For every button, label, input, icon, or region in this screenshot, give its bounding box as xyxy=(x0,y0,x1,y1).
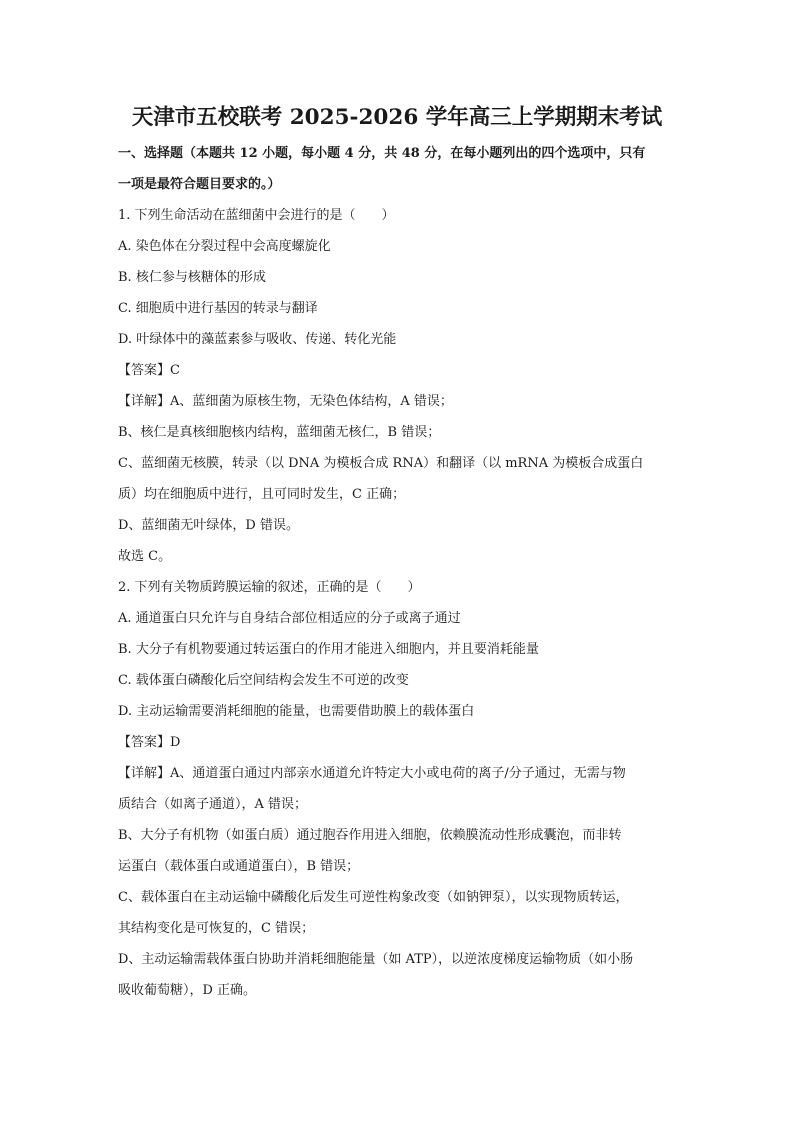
section-heading: 一、选择题（本题共 12 小题，每小题 4 分，共 48 分，在每小题列出的四个选项中，只有 xyxy=(118,146,646,161)
option-c: C. 细胞质中进行基因的转录与翻译 xyxy=(118,301,318,316)
question-1 xyxy=(118,200,676,572)
analysis-line: B、核仁是真核细胞核内结构，蓝细菌无核仁，B 错误； xyxy=(118,425,441,440)
question-stem: 1. 下列生命活动在蓝细菌中会进行的是（ ） xyxy=(118,208,395,223)
analysis-line: B、大分子有机物（如蛋白质）通过胞吞作用进入细胞，依赖膜流动性形成囊泡，而非转 xyxy=(118,828,622,843)
option-d: D. 叶绿体中的藻蓝素参与吸收、传递、转化光能 xyxy=(118,332,397,347)
analysis-line: C、载体蛋白在主动运输中磷酸化后发生可逆性构象改变（如钠钾泵），以实现物质转运， xyxy=(118,890,629,905)
analysis-line: D、主动运输需载体蛋白协助并消耗细胞能量（如 ATP），以逆浓度梯度运输物质（如小肠 xyxy=(118,952,634,967)
answer-line: 【答案】C xyxy=(118,363,180,378)
analysis-line: 【详解】A、蓝细菌为原核生物，无染色体结构，A 错误； xyxy=(118,394,453,409)
option-a: A. 染色体在分裂过程中会高度螺旋化 xyxy=(118,239,331,254)
analysis-line: 质结合（如离子通道），A 错误； xyxy=(118,797,308,812)
analysis-line: 吸收葡萄糖），D 正确。 xyxy=(118,983,257,998)
option-b: B. 核仁参与核糖体的形成 xyxy=(118,270,266,285)
analysis-line: D、蓝细菌无叶绿体，D 错误。 xyxy=(118,518,299,533)
analysis-line: 运蛋白（载体蛋白或通道蛋白），B 错误； xyxy=(118,859,360,874)
option-d: D. 主动运输需要消耗细胞的能量，也需要借助膜上的载体蛋白 xyxy=(118,704,475,719)
analysis-line: 其结构变化是可恢复的，C 错误； xyxy=(118,921,315,936)
option-a: A. 通道蛋白只允许与自身结合部位相适应的分子或离子通过 xyxy=(118,611,461,626)
analysis-line: 质）均在细胞质中进行，且可同时发生，C 正确； xyxy=(118,487,406,502)
option-c: C. 载体蛋白磷酸化后空间结构会发生不可逆的改变 xyxy=(118,673,409,688)
option-b: B. 大分子有机物要通过转运蛋白的作用才能进入细胞内，并且要消耗能量 xyxy=(118,642,539,657)
answer-line: 【答案】D xyxy=(118,735,181,750)
analysis-line: 故选 C。 xyxy=(118,549,172,564)
section-heading-cont: 一项是最符合题目要求的。） xyxy=(118,177,281,192)
question-2 xyxy=(118,572,676,1006)
question-stem: 2. 下列有关物质跨膜运输的叙述，正确的是（ ） xyxy=(118,580,421,595)
analysis-line: C、蓝细菌无核膜，转录（以 DNA 为模板合成 RNA）和翻译（以 mRNA 为模板合成蛋白 xyxy=(118,456,644,471)
page-title: 天津市五校联考 2025-2026 学年高三上学期期末考试 xyxy=(131,105,663,130)
analysis-line: 【详解】A、通道蛋白通过内部亲水通道允许特定大小或电荷的离子/分子通过，无需与物 xyxy=(118,766,626,781)
